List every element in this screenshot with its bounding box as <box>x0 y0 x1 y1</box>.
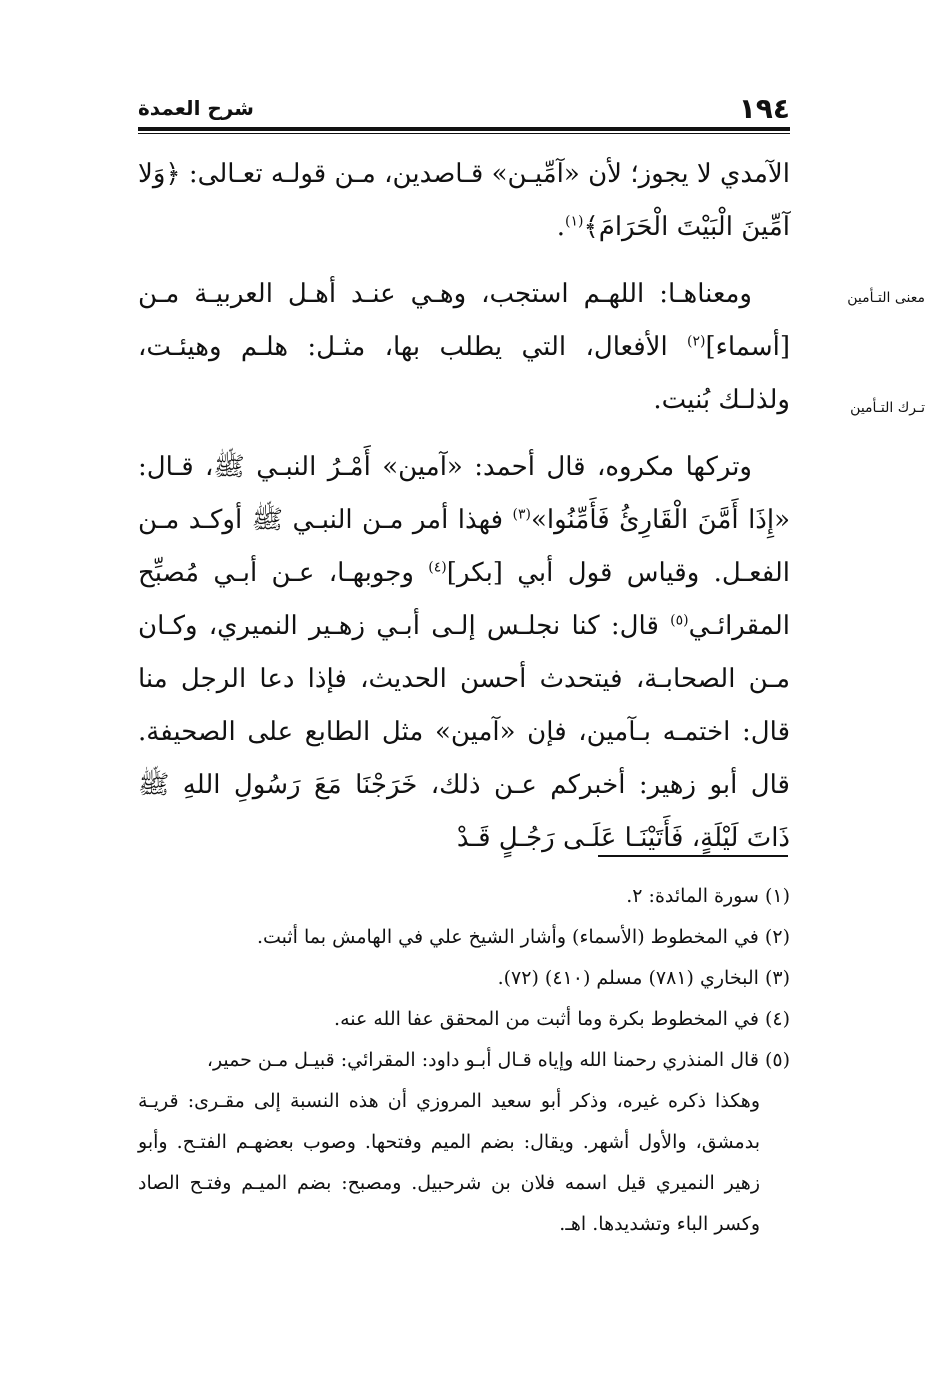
paragraph-2 <box>138 268 790 427</box>
footnote-1: (١) سورة المائدة: ٢. <box>626 885 790 907</box>
footnote-ref-2: (٢) <box>687 333 706 350</box>
page-header <box>138 90 790 130</box>
footnote-3: (٣) البخاري (٧٨١) مسلم (٤١٠) (٧٢). <box>497 967 790 989</box>
paragraph-3-text-a: وتركها مكروه، قال أحمد: «آمين» أَمْـرُ النبـي ﷺ، قـال: «إِذَا أَمَّنَ الْقَارِئُ فَأَمِّنُوا» <box>138 452 790 535</box>
running-title: شرح العمدة <box>138 96 254 120</box>
footnote-ref-5: (٥) <box>670 612 689 629</box>
footnote-separator <box>598 855 788 857</box>
footnote-5: (٥) قال المنذري رحمنا الله وإياه قـال أبـو داود: المقرائي: قبيـل مـن حمير، <box>206 1049 790 1071</box>
footnote-ref-3: (٣) <box>512 506 531 523</box>
paragraph-1 <box>138 148 790 254</box>
paragraph-3-text-d: قال: كنا نجلـس إلـى أبـي زهـير النميري، وكـان مـن الصحابـة، فيتحدث أحسن الحديث، فإذا دعا الرجل منا قال: اختمـه بـآمين، فإن «آمين» مثل الطابع على الصحيفة. قال أبو زهير: أخبركم عـن ذلك، خَرَجْنَا مَعَ رَسُولِ اللهِ ﷺ ذَاتَ لَيْلَةٍ، فَأَتَيْنَـا عَلَـى رَجُـلٍ قَـدْ <box>138 611 790 853</box>
header-rule-thick <box>138 127 790 131</box>
paragraph-1-text: الآمدي لا يجوز؛ لأن «آمِّيـن» قـاصدين، مـن قولـه تعـالى: ﴿وَلا آمِّينَ الْبَيْتَ الْحَرَامَ﴾ <box>138 159 790 242</box>
paragraph-1-end: . <box>556 212 566 242</box>
footnote-ref-1: (١) <box>565 213 584 230</box>
footnotes <box>138 876 790 1245</box>
footnote-5-continuation: وهكذا ذكره غيره، وذكر أبو سعيد المروزي أن هذه النسبة إلى مقـرى: قريـة بدمشق، والأول أشهر. ويقال: بضم الميم وفتحها. وصوب بعضهـم الفتـح. وأبو زهير النميري قيل اسمه فلان بن شرحبيل. ومصبح: بضم الميـم وفتـح الصاد وكسر الباء وتشديدها. اهـ. <box>138 1090 760 1235</box>
paragraph-2-text-b: الأفعال، التي يطلب بها، مثـل: هلـم وهيئـت، ولذلـك بُنيت. <box>138 332 790 415</box>
footnote-ref-4: (٤) <box>428 559 447 576</box>
paragraph-3-text-b: فهذا أمر مـن النبـي ﷺ أوكـد مـن الفعـل. وقياس قول أبي [بكر] <box>138 505 790 588</box>
main-text <box>138 148 790 865</box>
footnote-4: (٤) في المخطوط بكرة وما أثبت من المحقق عفا الله عنه. <box>334 1008 790 1030</box>
paragraph-3-text-c: وجوبهـا، عـن أبـي مُصبِّح المقرائـي <box>138 558 790 641</box>
margin-note-meaning-of-tamin: معنى التـأمين <box>847 290 925 306</box>
paragraph-3 <box>138 441 790 865</box>
page-number: ١٩٤ <box>738 92 790 125</box>
paragraph-2-text-a: ومعناهـا: اللهـم استجب، وهـي عنـد أهـل العربيـة مـن [أسماء] <box>138 279 790 362</box>
header-rule-thin <box>138 133 790 134</box>
margin-note-leaving-tamin: تـرك التـأمين <box>850 400 925 416</box>
footnote-2: (٢) في المخطوط (الأسماء) وأشار الشيخ علي في الهامش بما أثبت. <box>256 926 790 948</box>
